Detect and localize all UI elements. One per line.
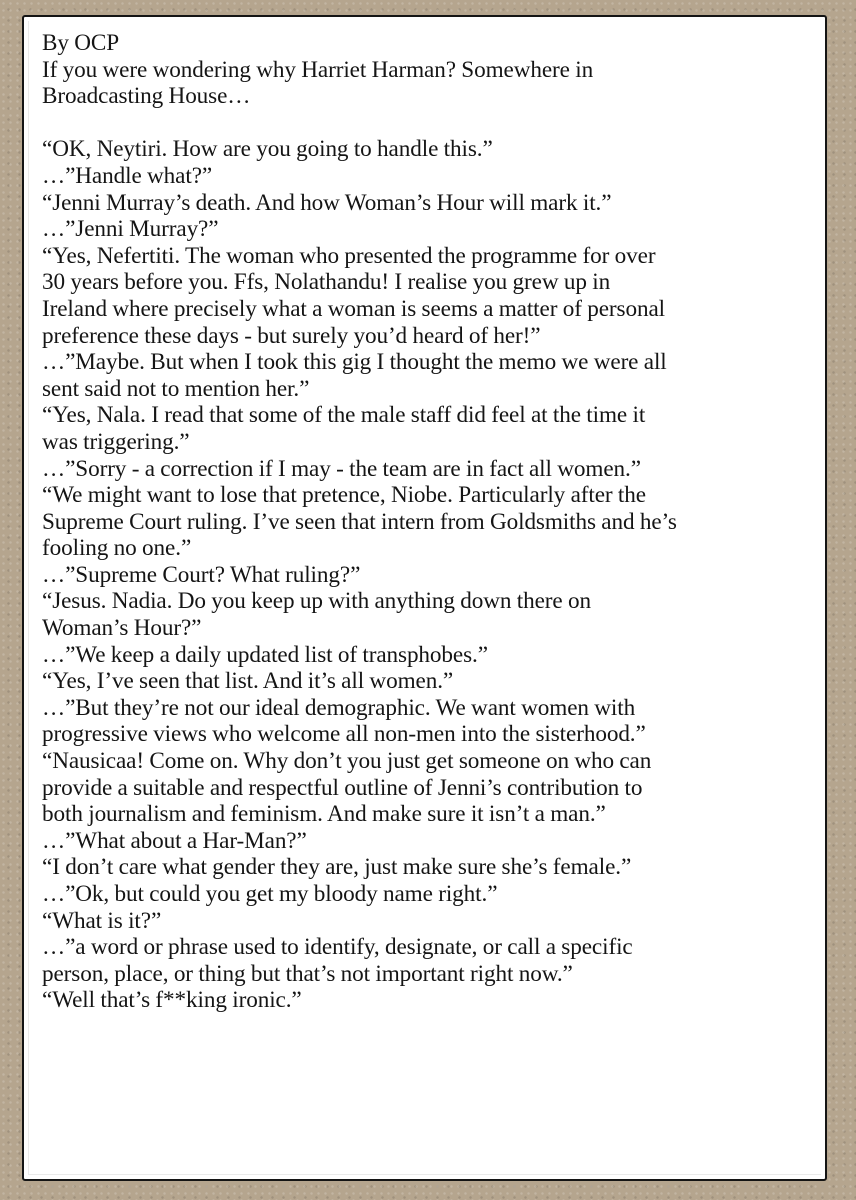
intro-line: Broadcasting House… bbox=[42, 83, 251, 110]
dialogue-line: was triggering.” bbox=[42, 428, 190, 455]
document-card bbox=[22, 15, 827, 1181]
dialogue-line: “Jesus. Nadia. Do you keep up with anything down there on bbox=[42, 588, 591, 615]
dialogue-line: …”But they’re not our ideal demographic. We want women with bbox=[42, 694, 636, 721]
dialogue-line: “Yes, Nefertiti. The woman who presented the programme for over bbox=[42, 242, 656, 269]
dialogue-line: person, place, or thing but that’s not important right now.” bbox=[42, 960, 573, 987]
dialogue-line: …”Ok, but could you get my bloody name right.” bbox=[42, 881, 498, 907]
document-text bbox=[42, 30, 812, 1014]
dialogue-line: …”Jenni Murray?” bbox=[42, 216, 219, 243]
dialogue-line: fooling no one.” bbox=[42, 535, 192, 562]
dialogue-line: “What is it?” bbox=[42, 907, 162, 934]
dialogue-line: “We might want to lose that pretence, Niobe. Particularly after the bbox=[42, 482, 646, 509]
dialogue-line: sent said not to mention her.” bbox=[42, 375, 310, 402]
dialogue-line: provide a suitable and respectful outline of Jenni’s contribution to bbox=[42, 774, 643, 801]
paragraph-spacer bbox=[42, 110, 812, 137]
dialogue-line: “Yes, I’ve seen that list. And it’s all women.” bbox=[42, 668, 454, 695]
dialogue-line: …”We keep a daily updated list of transphobes.” bbox=[42, 641, 488, 668]
dialogue-line: …”Sorry - a correction if I may - the team are in fact all women.” bbox=[42, 455, 641, 482]
dialogue-line: “Jenni Murray’s death. And how Woman’s Hour will mark it.” bbox=[42, 189, 612, 216]
dialogue-line: both journalism and feminism. And make sure it isn’t a man.” bbox=[42, 801, 606, 828]
dialogue-line: “I don’t care what gender they are, just make sure she’s female.” bbox=[42, 854, 632, 881]
dialogue-line: 30 years before you. Ffs, Nolathandu! I realise you grew up in bbox=[42, 269, 611, 296]
dialogue-line: …”Maybe. But when I took this gig I thought the memo we were all bbox=[42, 349, 667, 376]
dialogue-line: Supreme Court ruling. I’ve seen that intern from Goldsmiths and he’s bbox=[42, 508, 677, 535]
dialogue-line: “Well that’s f**king ironic.” bbox=[42, 987, 302, 1014]
dialogue-line: …”a word or phrase used to identify, designate, or call a specific bbox=[42, 934, 633, 961]
dialogue-line: “Yes, Nala. I read that some of the male staff did feel at the time it bbox=[42, 402, 646, 429]
dialogue-line: …”Supreme Court? What ruling?” bbox=[42, 561, 361, 588]
dialogue-line: “Nausicaa! Come on. Why don’t you just get someone on who can bbox=[42, 748, 652, 775]
dialogue-line: “OK, Neytiri. How are you going to handle this.” bbox=[42, 136, 493, 163]
dialogue-line: Ireland where precisely what a woman is seems a matter of personal bbox=[42, 295, 666, 322]
byline: By OCP bbox=[42, 30, 120, 56]
dialogue-line: Woman’s Hour?” bbox=[42, 615, 202, 642]
dialogue-line: …”Handle what?” bbox=[42, 162, 213, 189]
dialogue-line: progressive views who welcome all non-men into the sisterhood.” bbox=[42, 721, 646, 748]
intro-line: If you were wondering why Harriet Harman? Somewhere in bbox=[42, 56, 594, 83]
dialogue-line: …”What about a Har-Man?” bbox=[42, 827, 307, 854]
dialogue-line: preference these days - but surely you’d heard of her!” bbox=[42, 322, 541, 349]
